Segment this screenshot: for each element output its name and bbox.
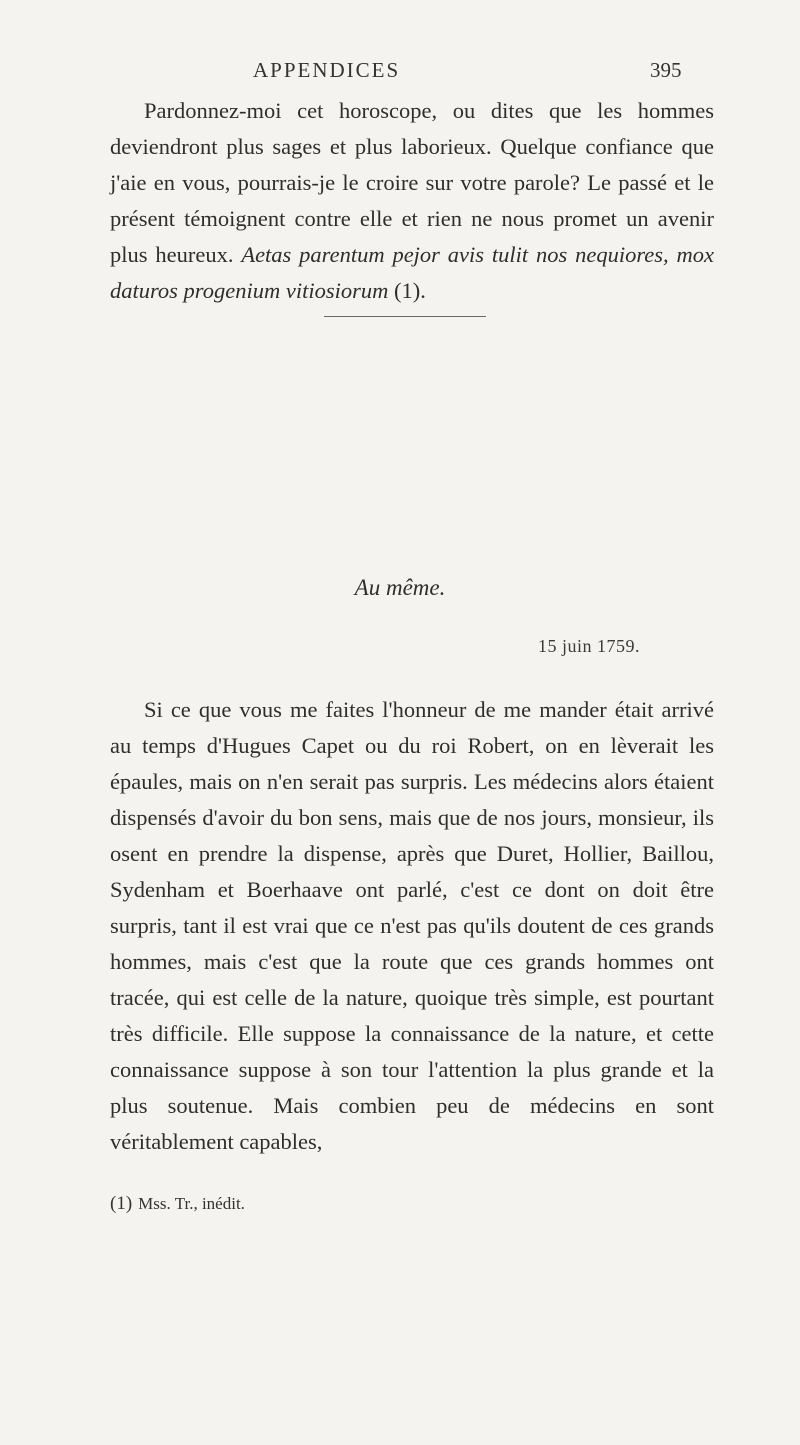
- latin-quotation: Aetas parentum pejor avis tulit nos nequiores, mox daturos progenium vitiosiorum: [110, 242, 714, 303]
- paragraph-1: [110, 93, 714, 309]
- footnote-reference: (1).: [388, 278, 426, 303]
- running-head: [0, 58, 800, 88]
- letter-heading: Au même.: [354, 575, 446, 600]
- paragraph-2: [110, 692, 714, 1160]
- footnote: [110, 1193, 245, 1215]
- running-title: APPENDICES: [253, 58, 401, 82]
- page-number: 395: [650, 58, 682, 82]
- paragraph-1-text: Pardonnez-moi cet horoscope, ou dites que les hommes deviendront plus sages et plus laborieux. Quelque confiance que j'aie en vous, pourrais-je le croire sur votre parole? Le passé et le présent témoignent contre elle et rien ne nous promet un avenir plus heureux.: [110, 98, 714, 267]
- footnote-text: Mss. Tr., inédit.: [138, 1194, 245, 1213]
- paragraph-1-body: [110, 93, 714, 309]
- section-divider: [324, 316, 486, 317]
- footnote-mark: (1): [110, 1193, 133, 1214]
- letter-date: 15 juin 1759.: [538, 636, 641, 656]
- paragraph-2-text: Si ce que vous me faites l'honneur de me mander était arrivé au temps d'Hugues Capet ou du roi Robert, on en lèverait les épaules, mais on n'en serait pas surpris. Les médecins alors étaient dispensés d'avoir du bon sens, mais que de nos jours, monsieur, ils osent en prendre la dispense, après que Duret, Hollier, Baillou, Sydenham et Boerhaave ont parlé, c'est ce dont on doit être surpris, tant il est vrai que ce n'est pas qu'ils doutent de ces grands hommes, mais c'est que la route que ces grands hommes ont tracée, qui est celle de la nature, quoique très simple, est pourtant très difficile. Elle suppose la connaissance de la nature, et cette connaissance suppose à son tour l'attention la plus grande et la plus soutenue. Mais combien peu de médecins en sont véritablement capables,: [110, 697, 714, 1154]
